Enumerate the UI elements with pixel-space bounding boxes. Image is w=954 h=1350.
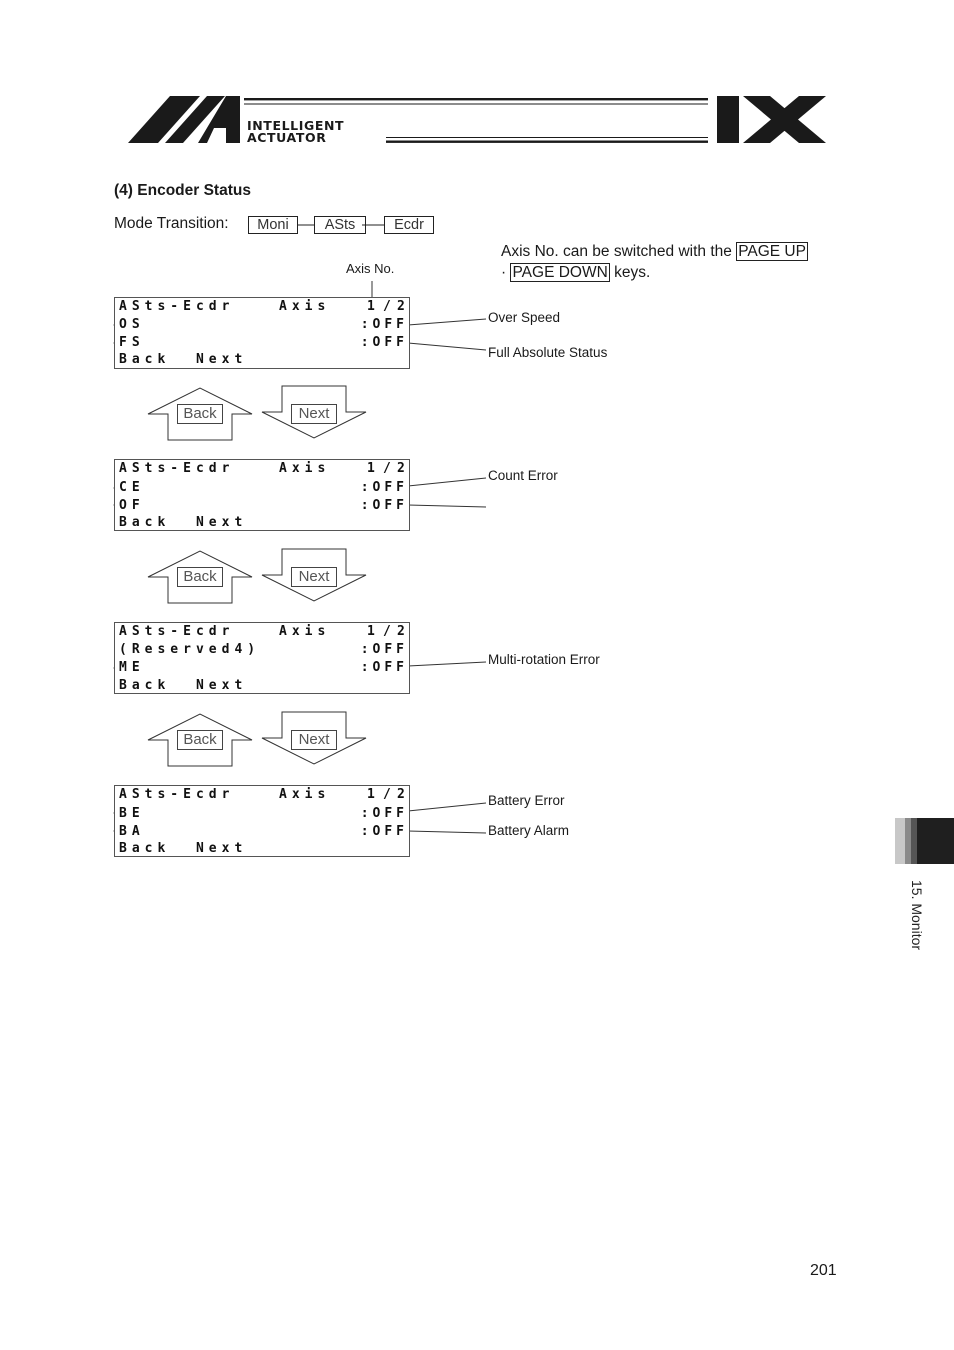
next-button-2[interactable]: Next [291, 567, 337, 587]
chapter-tab-label: 15. Monitor [909, 880, 925, 951]
lcd-value-reserved4: :OFF [360, 642, 408, 657]
note-separator: · [501, 264, 507, 281]
lcd-axis-current: 1 [367, 461, 380, 476]
mode-key-ecdr[interactable]: Ecdr [384, 216, 434, 234]
lcd-axis-sep: / [383, 461, 396, 476]
lcd-axis-label: Axis [279, 624, 331, 639]
mode-key-moni[interactable]: Moni [248, 216, 298, 234]
lcd-label-ce: CE [119, 480, 145, 495]
lcd-axis-total: 2 [397, 787, 410, 802]
lcd-footer: Back Next [119, 352, 248, 367]
brand-line1: INTELLIGENT [247, 118, 345, 133]
lcd-label-of: OF [119, 498, 145, 513]
mode-key-asts[interactable]: ASts [314, 216, 366, 234]
lcd-footer: Back Next [119, 678, 248, 693]
lcd-axis-total: 2 [397, 299, 410, 314]
axis-no-label: Axis No. [346, 261, 395, 276]
callout-battery-alarm: Battery Alarm [488, 823, 570, 838]
note-text: Axis No. can be switched with the [501, 243, 732, 260]
back-button-1[interactable]: Back [177, 404, 223, 424]
back-button-2[interactable]: Back [177, 567, 223, 587]
brand-line2: ACTUATOR [247, 130, 327, 145]
lcd-screen-4 [114, 785, 410, 857]
section-title-text: Encoder Status [137, 182, 251, 199]
lcd-axis-current: 1 [367, 624, 380, 639]
leader-of [408, 505, 486, 507]
next-button-3[interactable]: Next [291, 730, 337, 750]
callout-battery-error: Battery Error [488, 793, 565, 808]
lcd-label-ba: BA [119, 824, 145, 839]
leader-me [408, 662, 486, 666]
lcd-label-be: BE [119, 806, 145, 821]
next-button-1[interactable]: Next [291, 404, 337, 424]
lcd-axis-current: 1 [367, 299, 380, 314]
lcd-title: ASts-Ecdr [119, 624, 235, 639]
back-button-3[interactable]: Back [177, 730, 223, 750]
lcd-label-reserved4: (Reserved4) [119, 642, 261, 657]
chapter-tab-marker [895, 818, 954, 864]
callout-full-absolute-status: Full Absolute Status [488, 345, 608, 360]
callout-count-error: Count Error [488, 468, 558, 483]
lcd-label-me: ME [119, 660, 145, 675]
lcd-axis-sep: / [383, 787, 396, 802]
lcd-value-me: :OFF [360, 660, 408, 675]
lcd-axis-total: 2 [397, 624, 410, 639]
lcd-label-fs: FS [119, 335, 145, 350]
lcd-footer: Back Next [119, 515, 248, 530]
leader-be [408, 803, 486, 811]
lcd-value-of: :OFF [360, 498, 408, 513]
leader-os [408, 319, 486, 325]
leader-ce [408, 478, 486, 486]
lcd-axis-label: Axis [279, 787, 331, 802]
lcd-axis-sep: / [383, 299, 396, 314]
lcd-value-ba: :OFF [360, 824, 408, 839]
lcd-value-os: :OFF [360, 317, 408, 332]
callout-over-speed: Over Speed [488, 310, 561, 325]
lcd-axis-total: 2 [397, 461, 410, 476]
lcd-screen-1 [114, 297, 410, 369]
lcd-screen-2 [114, 459, 410, 531]
section-number: (4) [114, 182, 133, 199]
page-number: 201 [810, 1262, 837, 1279]
lcd-label-os: OS [119, 317, 145, 332]
callout-multi-rotation-error: Multi-rotation Error [488, 652, 600, 667]
lcd-title: ASts-Ecdr [119, 787, 235, 802]
lcd-axis-label: Axis [279, 299, 331, 314]
lcd-value-fs: :OFF [360, 335, 408, 350]
lcd-axis-label: Axis [279, 461, 331, 476]
lcd-screen-3 [114, 622, 410, 694]
lcd-axis-current: 1 [367, 787, 380, 802]
mode-transition-label: Mode Transition: [114, 215, 229, 232]
leader-fs [408, 343, 486, 350]
page-down-key[interactable]: PAGE DOWN [512, 264, 608, 281]
page-up-key[interactable]: PAGE UP [738, 243, 806, 260]
lcd-axis-sep: / [383, 624, 396, 639]
lcd-value-be: :OFF [360, 806, 408, 821]
note-text-end: keys. [614, 264, 651, 281]
lcd-value-ce: :OFF [360, 480, 408, 495]
lcd-title: ASts-Ecdr [119, 461, 235, 476]
leader-ba [408, 831, 486, 833]
lcd-title: ASts-Ecdr [119, 299, 235, 314]
lcd-footer: Back Next [119, 841, 248, 856]
